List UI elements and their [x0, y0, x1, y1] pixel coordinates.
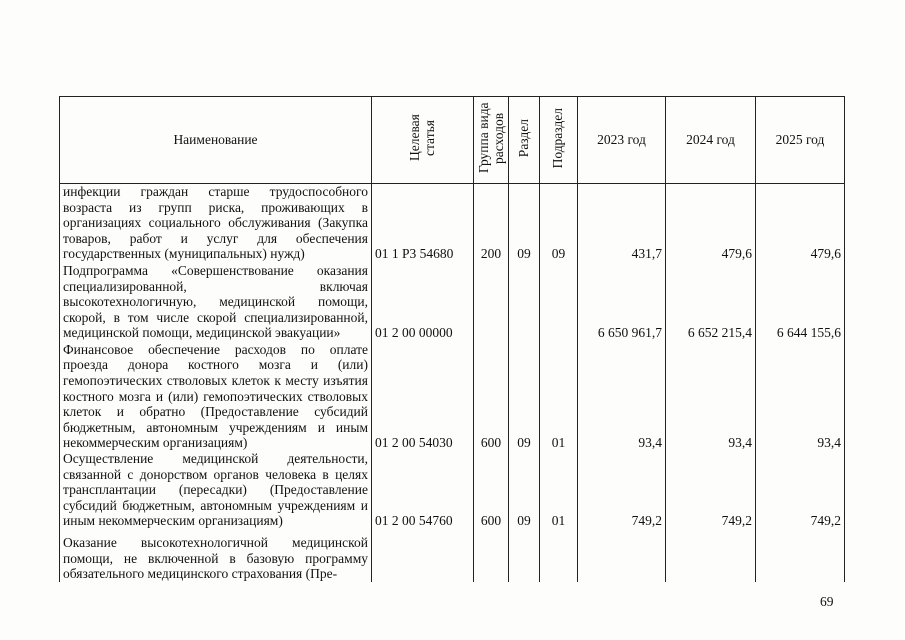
row-section: 09 [509, 341, 540, 451]
row-subsection: 01 [540, 341, 578, 451]
row-name: Осуществление медицинской деятельности, связанной с донорством органов человека в целях трансплантации (пересадки) (Предоставление субсидий бюджетным, автономным учреждениям и иным некоммерческим организациям) [60, 451, 372, 529]
row-2023: 431,7 [578, 184, 666, 262]
table-row [60, 529, 845, 582]
header-subsection: Подраздел [540, 97, 578, 184]
row-2025: 6 644 155,6 [756, 262, 845, 341]
row-subsection [540, 262, 578, 341]
row-target-article: 01 2 00 54760 [372, 451, 474, 529]
row-2024 [666, 529, 756, 582]
row-2023: 93,4 [578, 341, 666, 451]
header-expense-group: Группа вида расходов [474, 97, 509, 184]
budget-table [59, 96, 845, 582]
table-row [60, 262, 845, 341]
row-subsection [540, 529, 578, 582]
header-target-article: Целевая статья [372, 97, 474, 184]
row-2025: 479,6 [756, 184, 845, 262]
row-section: 09 [509, 451, 540, 529]
row-target-article [372, 529, 474, 582]
row-section [509, 529, 540, 582]
row-name: Подпрограмма «Совершенствование оказания специализированной, включая высокотехнологичную, медицинской помощи, скорой, в том числе скорой специализированной, медицинской помощи, медицинской эвакуации» [60, 262, 372, 341]
row-2024: 479,6 [666, 184, 756, 262]
table-row [60, 451, 845, 529]
row-expense-group [474, 262, 509, 341]
row-name: Финансовое обеспечение расходов по оплате проезда донора костного мозга и (или) гемопоэтических стволовых клеток к месту изъятия костного мозга и (или) гемопоэтических стволовых клеток и обратно (Предоставление субсидий бюджетным, автономным учреждениям и иным некоммерческим организациям) [60, 341, 372, 451]
header-name: Наименование [60, 97, 372, 184]
header-2024: 2024 год [666, 97, 756, 184]
row-section [509, 262, 540, 341]
row-2024: 6 652 215,4 [666, 262, 756, 341]
row-target-article: 01 2 00 54030 [372, 341, 474, 451]
row-2025: 749,2 [756, 451, 845, 529]
row-subsection: 01 [540, 451, 578, 529]
row-target-article: 01 1 P3 54680 [372, 184, 474, 262]
row-expense-group [474, 529, 509, 582]
row-expense-group: 600 [474, 451, 509, 529]
table-row [60, 184, 845, 262]
header-2025: 2025 год [756, 97, 845, 184]
row-2025 [756, 529, 845, 582]
row-2025: 93,4 [756, 341, 845, 451]
row-expense-group: 600 [474, 341, 509, 451]
row-2023: 6 650 961,7 [578, 262, 666, 341]
page-number: 69 [820, 594, 834, 609]
header-section: Раздел [509, 97, 540, 184]
row-2024: 749,2 [666, 451, 756, 529]
row-name: инфекции граждан старше трудоспособного возраста из групп риска, проживающих в организациях социального обслуживания (Закупка товаров, работ и услуг для обеспечения государственных (муниципальных) нужд) [60, 184, 372, 262]
row-target-article: 01 2 00 00000 [372, 262, 474, 341]
table-row [60, 341, 845, 451]
row-expense-group: 200 [474, 184, 509, 262]
table-header-row [60, 97, 845, 184]
header-2023: 2023 год [578, 97, 666, 184]
row-2023: 749,2 [578, 451, 666, 529]
row-2024: 93,4 [666, 341, 756, 451]
row-2023 [578, 529, 666, 582]
row-section: 09 [509, 184, 540, 262]
row-name: Оказание высокотехнологичной медицинской помощи, не включенной в базовую программу обязательного медицинского страхования (Пре- [60, 529, 372, 582]
row-subsection: 09 [540, 184, 578, 262]
